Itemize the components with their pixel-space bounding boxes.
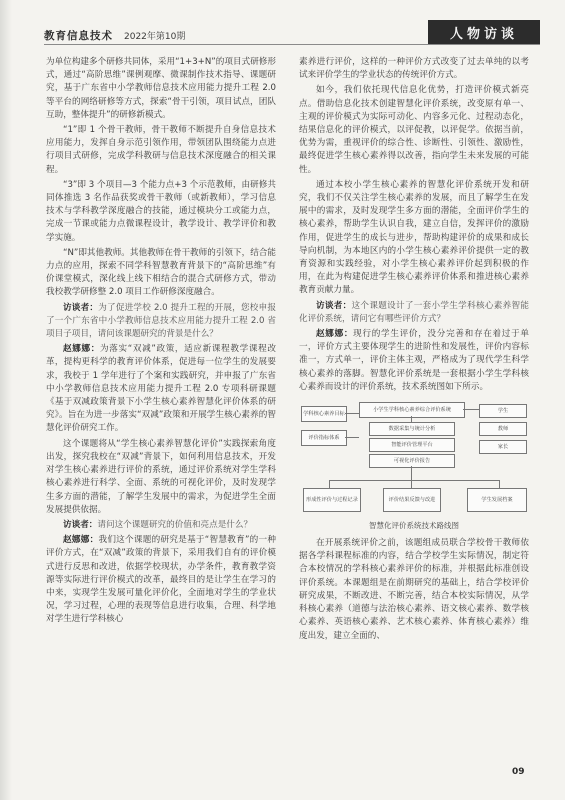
paragraph-text: 请问这个课题研究的价值和亮点是什么？ — [97, 519, 253, 530]
paragraph-text: 为单位构建多个研修共同体，采用“1+3+N”的项目式研修形式，通过“高阶思维”课例观摩、微课制作技术指导、课题研究，基于广东省中小学教师信息技术应用能力提升工程 2.0 等平台的网络研修等方式，探索“骨干引领，项目试点，团队互助，整体提升”的研修新模式。 — [46, 57, 276, 120]
paragraph — [46, 179, 276, 245]
paragraph-text: 素养进行评价，这样的一种评价方式改变了过去单纯的以考试来评价学生的学业状态的传统评价方式。 — [299, 57, 529, 81]
paragraph-text: “1”即 1 个骨干教师，骨干教师不断提升自身信息技术应用能力，发挥自身示范引领作用，带领团队围绕能力点进行项目式研修，完成学科教研与信息技术深度融合的相关课程。 — [46, 125, 276, 175]
paragraph — [299, 537, 529, 643]
diagram-node-left-mid: 评价指标体系 — [301, 430, 347, 446]
diagram-connector — [411, 480, 412, 488]
paragraph-text: 通过本校小学生核心素养的智慧化评价系统开发和研究，我们不仅关注学生核心素养的发展，而且了解学生在发展中的需求，及时发现学生多方面的潜能，全面评价学生的核心素养，帮助学生认识自我，建立自信，发挥评价的激励作用，促进学生的成长与进步，帮助构建评价的成果和成长导向机制，为本地区内的小学生核心素养评价提供一定的教育资源和实践经验，对小学生核心素养评价起到积极的作用，在此为构建促进学生核心素养评价体系和推进核心素养教育贡献力量。 — [299, 179, 529, 296]
paragraph — [46, 343, 276, 435]
tech-route-diagram — [299, 400, 529, 518]
speaker-label: 访谈者： — [63, 302, 99, 313]
paragraph — [299, 56, 529, 82]
diagram-node-right-bot: 家长 — [479, 440, 527, 454]
diagram-node-right-mid: 教师 — [479, 422, 527, 436]
diagram-connector — [499, 480, 500, 488]
page-number: 09 — [512, 767, 525, 777]
paragraph — [299, 84, 529, 176]
paragraph-text: 为落实“双减”政策，适应新课程教学课程改革，提构更科学的教育评价体系，促进每一位学生的发展要求，我校于 1 学年进行了个案和实践研究，并申报了广东省中小学教师信息技术应用能力提升工程 2.0 专项科研课题《基于双减政策背景下小学生核心素养智慧化评价体系的研究》。旨在为进一步落实“双减”政策和开展学生核心素养的智慧化评价研究工作。 — [46, 344, 276, 434]
paragraph — [299, 179, 529, 298]
diagram-node-center-mid1: 数据采集与统计分析 — [369, 422, 455, 436]
paragraph — [46, 124, 276, 177]
diagram-node-bot-left: 形成性评价与过程记录 — [303, 488, 361, 512]
paragraph-text: “3”即 3 个项目—3 个能力点+3 个示范教师，由研修共同体推选 3 名作品获奖或骨干教师（或新教师），学习信息技术与学科教学深度融合的技能，通过模块分工或能力点，完成一节课或能力点微课程设计，教学设计、教学评价和教学实施。 — [46, 179, 276, 243]
left-column — [46, 56, 276, 629]
paragraph — [46, 302, 276, 342]
diagram-node-bot-right: 学生发展档案 — [467, 488, 527, 512]
paragraph-text: 为了促进学校 2.0 提升工程的开展，您校申报了一个广东省中小学教师信息技术应用能力提升工程 2.0 省项目子项目，请问该课题研究的背景是什么？ — [46, 302, 276, 340]
speaker-label: 赵娜娜： — [63, 535, 99, 546]
speaker-label: 赵娜娜： — [63, 344, 100, 355]
journal-title: 教育信息技术 — [44, 30, 113, 42]
paragraph — [46, 56, 276, 122]
paragraph — [46, 534, 276, 626]
paragraph — [46, 438, 276, 517]
diagram-node-center-top: 小学生学科核心素养综合评价系统 — [359, 402, 465, 418]
right-column — [299, 56, 529, 645]
paragraph-text: 这个课题设计了一套小学生学科核心素养智能化评价系统，请问它有哪些评价方式？ — [299, 300, 529, 324]
paragraph — [46, 247, 276, 300]
paragraph — [299, 328, 529, 394]
speaker-label: 访谈者： — [63, 519, 98, 530]
paragraph-text: 这个课题将从“学生核心素养智慧化评价”实践探索角度出发，探究我校在“双减”背景下，如何利用信息技术，开发对学生核心素养进行评价的系统，通过评价系统对学生学科核心素养进行科学、全面、系统的可视化评价，及时发现学生多方面的潜能，了解学生发展中的需求，为促进学生全面发展提供依据。 — [46, 438, 276, 515]
paragraph-text: 如今，我们依托现代信息化优势，打造评价模式新亮点。借助信息化技术创建智慧化评价系统，改变原有单一、主观的评价模式为实际可动化、内容多元化、过程动态化，结果信息化的评价模式，以评促教，以评促学。依据当前，优势为需，重视评价的综合性、诊断性、引领性、激励性，最终促进学生核心素养得以改善，指向学生未来发展的可能性。 — [299, 85, 529, 175]
right-column-bottom — [299, 537, 529, 643]
section-band: 人物访谈 — [428, 20, 540, 44]
diagram-node-right-top: 学生 — [479, 404, 527, 418]
paragraph-text: 在开展系统评价之前，该题组成员联合学校骨干教师依据各学科课程标准的内容，结合学校学生实际情况，制定符合本校情况的学科核心素养评价的标准，并根据此标准创设评价系统。本课题组是在前期研究的基础上，结合学校评价研究成果，不断改进、不断完善，结合本校实际情况，从学科核心素养（道德与法治核心素养、语文核心素养、数学核心素养、英语核心素养、艺术核心素养、体育核心素养）维度出发，建立全面的、 — [299, 538, 529, 641]
diagram-connector — [463, 409, 479, 410]
diagram-connector — [345, 413, 359, 414]
diagram-connector — [411, 466, 412, 480]
diagram-connector — [411, 416, 412, 422]
issue-label: 2022年第10期 — [124, 32, 186, 42]
diagram-node-bot-center: 评价结果反馈与改进 — [383, 488, 441, 512]
diagram-node-center-mid3: 可视化评价报告 — [369, 454, 455, 468]
paragraph-text: “N”即其他教师。其他教师在骨干教师的引领下，结合能力点的应用，探索不同学科智慧教育背景下的“高阶思维”有价课堂模式，深化线上线下相结合的混合式研修方式，带动我校教学研修整 2.0 项目工作研修深度融合。 — [46, 247, 276, 298]
paragraph — [46, 519, 276, 532]
paragraph-text: 现行的学生评价，没分完善和存在着过于单一，评价方式主要体现学生的进阶性和发展性，评价内容标准一，方式单一，评价主体主观，严格成为了现代学生科学核心素养的落脚。智慧化评价系统是一套根据小学生学科核心素养而设计的评价系统，技术系统图如下所示。 — [299, 329, 529, 392]
right-column-top — [299, 56, 529, 394]
paragraph-text: 我们这个课题的研究是基于“智慧教育”的一种评价方式，在“双减”政策的背景下，采用我们自有的评价模式进行反思和改进，依据学校现状，办学条件，教育教学资源等实际进行评价模式的改革，最终目的是让学生在学习的中来，实现学生发展可量化评价化，全面地对学生的学业状况，学习过程，心理的表现等信息进行收集，合理、科学地对学生进行学科核心 — [46, 535, 276, 625]
paragraph — [299, 300, 529, 326]
diagram-caption: 智慧化评价系统技术路线图 — [369, 521, 459, 531]
diagram-connector — [329, 480, 330, 488]
diagram-node-center-mid2: 智能评价管理平台 — [369, 438, 455, 452]
diagram-node-left-top: 学科核心素养目标 — [301, 406, 347, 422]
diagram-connector — [345, 437, 359, 438]
speaker-label: 赵娜娜： — [316, 329, 354, 340]
page-fold-shadow — [0, 0, 12, 800]
speaker-label: 访谈者： — [316, 300, 352, 311]
header-rule — [44, 44, 540, 45]
diagram-connector — [329, 480, 499, 481]
